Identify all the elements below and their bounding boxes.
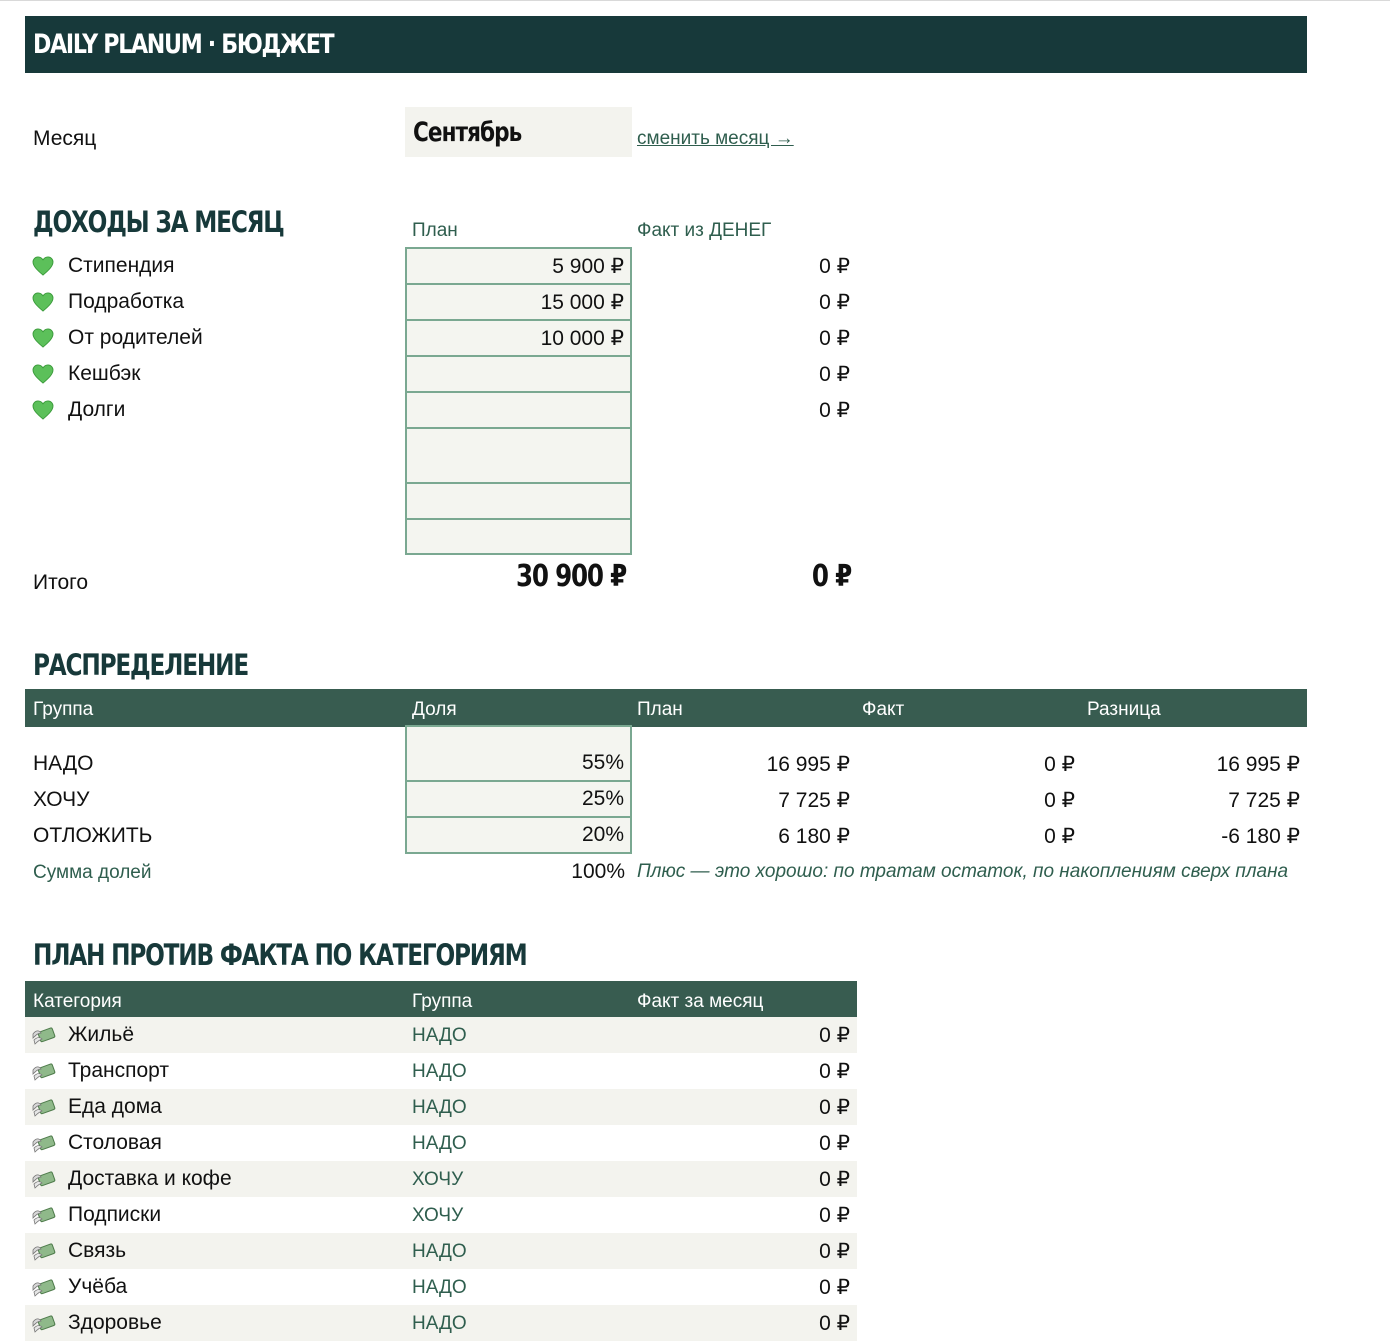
- dist-row-group: НАДО: [33, 752, 94, 775]
- dist-share-input[interactable]: [405, 725, 632, 782]
- share-sum-label: Сумма долей: [33, 862, 152, 883]
- month-label: Месяц: [33, 127, 97, 150]
- distribution-section-title: РАСПРЕДЕЛЕНИЕ: [33, 648, 248, 682]
- income-col-plan: План: [412, 220, 458, 241]
- dist-header-plan: План: [637, 699, 683, 720]
- green-heart-icon: [32, 256, 54, 276]
- income-fact-value: 0 ₽: [819, 255, 850, 278]
- income-total-label: Итого: [33, 571, 89, 594]
- cat-header-fact: Факт за месяц: [637, 991, 764, 1012]
- category-group: НАДО: [412, 1025, 467, 1046]
- dist-header-fact: Факт: [862, 699, 905, 720]
- category-name: Связь: [68, 1239, 127, 1262]
- income-row-name: От родителей: [68, 326, 203, 349]
- dist-diff-value: 7 725 ₽: [1228, 789, 1300, 812]
- distribution-table-header: [25, 689, 1307, 727]
- category-group: НАДО: [412, 1133, 467, 1154]
- dist-share-input[interactable]: [405, 816, 632, 854]
- share-sum-value: 100%: [571, 860, 625, 883]
- category-name: Подписки: [68, 1203, 162, 1226]
- dist-header-diff: Разница: [1087, 699, 1161, 720]
- dist-plan-value: 7 725 ₽: [778, 789, 850, 812]
- category-fact: 0 ₽: [819, 1276, 850, 1299]
- money-with-wings-icon: [32, 1276, 56, 1298]
- money-with-wings-icon: [32, 1024, 56, 1046]
- category-fact: 0 ₽: [819, 1132, 850, 1155]
- category-name: Жильё: [68, 1023, 134, 1046]
- category-fact: 0 ₽: [819, 1096, 850, 1119]
- income-plan-input-empty[interactable]: [405, 518, 632, 555]
- money-with-wings-icon: [32, 1168, 56, 1190]
- dist-share-value: 25%: [581, 787, 624, 810]
- dist-fact-value: 0 ₽: [1044, 753, 1075, 776]
- cat-header-category: Категория: [33, 991, 122, 1012]
- income-fact-value: 0 ₽: [819, 327, 850, 350]
- page-title: DAILY PLANUM · БЮДЖЕТ: [33, 29, 334, 60]
- category-name: Транспорт: [68, 1059, 169, 1082]
- category-row: [25, 1233, 857, 1269]
- dist-row-group: ОТЛОЖИТЬ: [33, 824, 153, 847]
- category-name: Столовая: [68, 1131, 162, 1154]
- income-plan-input-empty[interactable]: [405, 427, 632, 484]
- income-section-title: ДОХОДЫ ЗА МЕСЯЦ: [33, 205, 284, 239]
- income-col-fact: Факт из ДЕНЕГ: [637, 220, 772, 241]
- dist-plan-value: 6 180 ₽: [778, 825, 850, 848]
- dist-share-value: 20%: [581, 823, 624, 846]
- category-fact: 0 ₽: [819, 1204, 850, 1227]
- category-row: [25, 1053, 857, 1089]
- categories-section-title: ПЛАН ПРОТИВ ФАКТА ПО КАТЕГОРИЯМ: [33, 938, 527, 972]
- category-group: НАДО: [412, 1097, 467, 1118]
- income-fact-value: 0 ₽: [819, 363, 850, 386]
- dist-plan-value: 16 995 ₽: [766, 753, 850, 776]
- green-heart-icon: [32, 364, 54, 384]
- category-row: [25, 1197, 857, 1233]
- category-group: НАДО: [412, 1313, 467, 1334]
- income-row-name: Подработка: [68, 290, 185, 313]
- category-name: Учёба: [68, 1275, 128, 1298]
- category-name: Здоровье: [68, 1311, 162, 1334]
- income-plan-input[interactable]: [405, 283, 632, 321]
- green-heart-icon: [32, 400, 54, 420]
- income-total-fact: 0 ₽: [811, 559, 851, 594]
- dist-header-share: Доля: [412, 699, 457, 720]
- category-row: [25, 1269, 857, 1305]
- income-fact-value: 0 ₽: [819, 399, 850, 422]
- income-plan-input[interactable]: [405, 247, 632, 285]
- cat-header-group: Группа: [412, 991, 473, 1012]
- category-fact: 0 ₽: [819, 1024, 850, 1047]
- income-plan-input-empty[interactable]: [405, 482, 632, 520]
- income-plan-input[interactable]: [405, 355, 632, 393]
- income-plan-value: 5 900 ₽: [552, 255, 624, 278]
- green-heart-icon: [32, 328, 54, 348]
- dist-row-group: ХОЧУ: [33, 788, 90, 811]
- dist-diff-value: -6 180 ₽: [1221, 825, 1300, 848]
- top-divider: [0, 0, 1390, 1]
- category-group: НАДО: [412, 1277, 467, 1298]
- green-heart-icon: [32, 292, 54, 312]
- category-row: [25, 1017, 857, 1053]
- category-group: ХОЧУ: [412, 1169, 464, 1190]
- change-month-link[interactable]: сменить месяц →: [637, 128, 794, 149]
- dist-share-input[interactable]: [405, 780, 632, 818]
- category-fact: 0 ₽: [819, 1312, 850, 1335]
- category-row: [25, 1125, 857, 1161]
- category-row: [25, 1161, 857, 1197]
- dist-fact-value: 0 ₽: [1044, 825, 1075, 848]
- dist-fact-value: 0 ₽: [1044, 789, 1075, 812]
- title-bar: [25, 16, 1307, 73]
- category-name: Еда дома: [68, 1095, 162, 1118]
- money-with-wings-icon: [32, 1132, 56, 1154]
- month-field[interactable]: [405, 107, 632, 157]
- category-fact: 0 ₽: [819, 1168, 850, 1191]
- income-plan-input[interactable]: [405, 391, 632, 429]
- money-with-wings-icon: [32, 1060, 56, 1082]
- money-with-wings-icon: [32, 1312, 56, 1334]
- income-row-name: Кешбэк: [68, 362, 141, 385]
- distribution-note: Плюс — это хорошо: по тратам остаток, по накоплениям сверх плана: [637, 861, 1289, 882]
- category-group: НАДО: [412, 1061, 467, 1082]
- income-fact-value: 0 ₽: [819, 291, 850, 314]
- money-with-wings-icon: [32, 1096, 56, 1118]
- income-total-plan: 30 900 ₽: [516, 559, 626, 594]
- category-name: Доставка и кофе: [68, 1167, 232, 1190]
- income-plan-value: 15 000 ₽: [540, 291, 624, 314]
- money-with-wings-icon: [32, 1204, 56, 1226]
- category-row: [25, 1305, 857, 1341]
- category-row: [25, 1089, 857, 1125]
- category-group: НАДО: [412, 1241, 467, 1262]
- categories-table-header: [25, 981, 857, 1019]
- month-value: Сентябрь: [413, 117, 522, 148]
- category-fact: 0 ₽: [819, 1240, 850, 1263]
- income-row-name: Долги: [68, 398, 126, 421]
- category-group: ХОЧУ: [412, 1205, 464, 1226]
- income-plan-value: 10 000 ₽: [540, 327, 624, 350]
- dist-diff-value: 16 995 ₽: [1216, 753, 1300, 776]
- category-fact: 0 ₽: [819, 1060, 850, 1083]
- income-row-name: Стипендия: [68, 254, 175, 277]
- income-plan-input[interactable]: [405, 319, 632, 357]
- dist-share-value: 55%: [581, 751, 624, 774]
- dist-header-group: Группа: [33, 699, 94, 720]
- money-with-wings-icon: [32, 1240, 56, 1262]
